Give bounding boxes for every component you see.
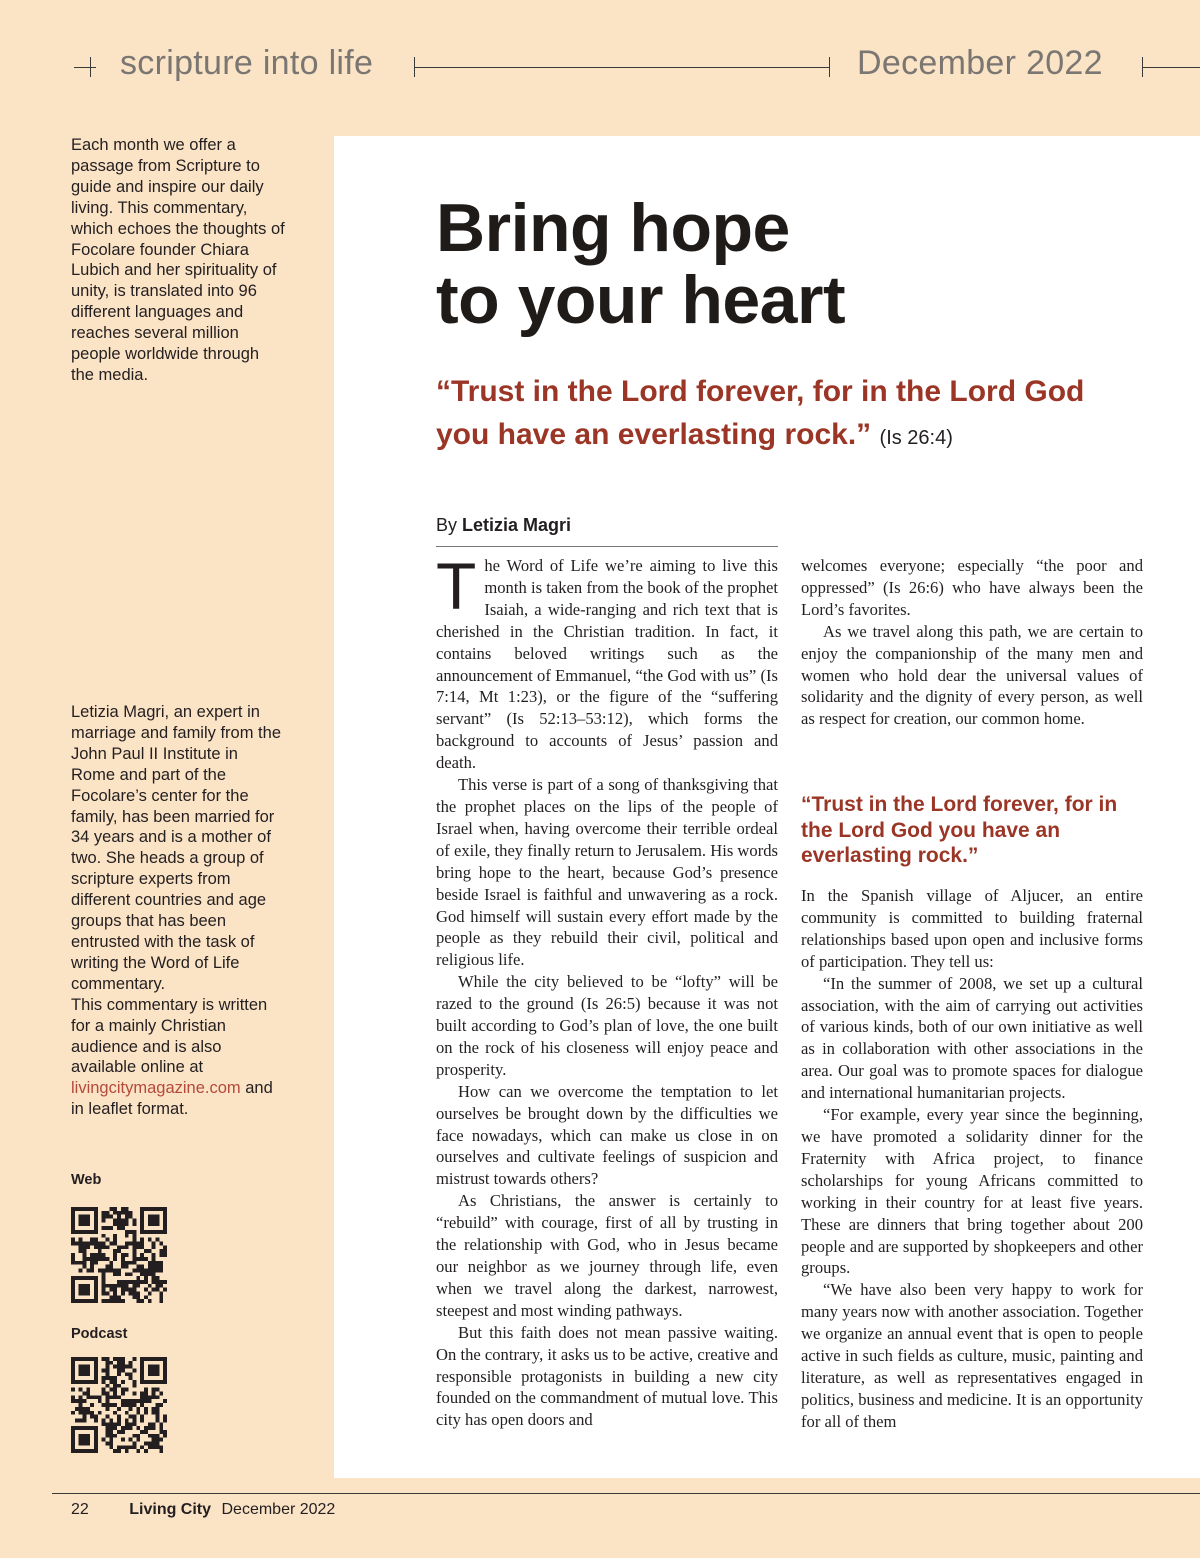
footer-issue: December 2022 bbox=[221, 1501, 336, 1518]
paragraph: In the Spanish village of Aljucer, an entire community is committed to building fraternal relationships based upon open and inclusive forms of participation. They tell us: bbox=[801, 886, 1143, 971]
paragraph: But this faith does not mean passive waiting. On the contrary, it asks us to be active, creative and responsible protagonists in building a new city founded on the commandment of mutual love. This city has open doors and bbox=[436, 1322, 778, 1430]
web-qr-code[interactable] bbox=[71, 1207, 167, 1303]
paragraph: he Word of Life we’re aiming to live this month is taken from the book of the prophet Isaiah, a wide-ranging and rich text that is cherished in the Christian tradition. In fact, it contains beloved writings such as the announcement of Emmanuel, “the God with us” (Is 7:14, Mt 1:23), or the figure of the “suffering servant” (Is 52:13–53:12), which forms the background to accounts of Jesus’ passion and death. bbox=[436, 556, 778, 773]
section-title: scripture into life bbox=[120, 44, 374, 82]
paragraph: As we travel along this path, we are certain to enjoy the companionship of the many men and women who hold dear the universal values of solidarity and the dignity of every person, as well as respect for creation, our common home. bbox=[801, 621, 1143, 729]
byline-rule bbox=[436, 546, 778, 547]
scripture-quote bbox=[436, 370, 1136, 460]
header-tick-mid-right bbox=[829, 57, 830, 77]
paragraph: As Christians, the answer is certainly to “rebuild” with courage, first of all by trusting in the relationship with God, who in Jesus became our neighbor as we journey through life, even when we travel along the darkest, narrowest, steepest and most winding pathways. bbox=[436, 1191, 778, 1320]
issue-date: December 2022 bbox=[857, 44, 1103, 82]
paragraph: “For example, every year since the beginning, we have promoted a solidarity dinner for the Fraternity with Africa project, to finance scholarships for young Africans committed to working in their country for at least five years. These are dinners that bring together about 200 people and are supported by shopkeepers and other groups. bbox=[801, 1105, 1143, 1278]
paragraph: How can we overcome the temptation to let ourselves be brought down by the difficulties we face nowadays, which can make us close in on ourselves and cultivate feelings of suspicion and mistrust towards others? bbox=[436, 1081, 778, 1189]
paragraph: While the city believed to be “lofty” will be razed to the ground (Is 26:5) because it was not built according to God’s plan of love, the one built on the rock of his closeness will enjoy peace and prosperity. bbox=[436, 972, 778, 1079]
byline-prefix: By bbox=[436, 515, 458, 535]
article-column-2-top bbox=[801, 555, 1143, 730]
paragraph: welcomes everyone; especially “the poor and oppressed” (Is 26:6) who have always been the Lord’s favorites. bbox=[801, 556, 1143, 619]
website-link[interactable]: livingcitymagazine.com bbox=[71, 1079, 241, 1098]
podcast-qr-code[interactable] bbox=[71, 1357, 167, 1453]
sidebar-intro: Each month we offer a passage from Scripture to guide and inspire our daily living. This commentary, which echoes the thoughts of Focolare founder Chiara Lubich and her spirituality of unity, is translated into 96 different languages and reaches several million people worldwide through the media. bbox=[71, 136, 285, 384]
header-rule-right bbox=[1142, 67, 1200, 68]
pull-quote: “Trust in the Lord forever, for in the Lord God you have an everlasting rock.” bbox=[801, 793, 1118, 867]
paragraph: “We have also been very happy to work for many years now with another association. Together we organize an annual event that is open to people active in such fields as culture, music, painting and literature, as well as representatives engaged in politics, business and medicine. It is an opportunity for all of them bbox=[801, 1280, 1143, 1431]
podcast-label: Podcast bbox=[71, 1326, 128, 1342]
article-title bbox=[436, 192, 845, 336]
quote-text: “Trust in the Lord forever, for in the Lord God you have an everlasting rock.” bbox=[436, 375, 1085, 451]
quote-reference: (Is 26:4) bbox=[879, 427, 953, 449]
title-line-1: Bring hope bbox=[436, 190, 790, 266]
byline bbox=[436, 515, 571, 536]
article-column-2-bottom bbox=[801, 885, 1143, 1433]
availability-note: This commentary is written for a mainly Christian audience and is also available online at bbox=[71, 995, 268, 1077]
footer-rule bbox=[52, 1493, 1200, 1494]
header-rule-left bbox=[74, 67, 96, 68]
article-column-1 bbox=[436, 549, 778, 1431]
paragraph: “In the summer of 2008, we set up a cultural association, with the aim of carrying out activities of various kinds, both of our own initiative as well as in collaboration with other associations in the area. Our goal was to promote spaces for dialogue and international humanitarian projects. bbox=[801, 973, 1143, 1103]
paragraph: This verse is part of a song of thanksgiving that the prophet places on the lips of the people of Israel when, having overcome their terrible ordeal of exile, they finally return to Jerusalem. His words bring hope to the heart, because God’s presence beside Israel is faithful and unwavering as a rock. God himself will sustain every effort made by the people as they rebuild their civil, political and religious life. bbox=[436, 775, 778, 970]
author-name: Letizia Magri bbox=[462, 515, 572, 535]
author-bio: Letizia Magri, an expert in marriage and family from the John Paul II Institute in Rome and part of the Focolare’s center for the family, has been married for 34 years and is a mother of two. She heads a group of scripture experts from different countries and age groups that has been entrusted with the task of writing the Word of Life commentary. bbox=[71, 703, 281, 993]
web-label: Web bbox=[71, 1172, 102, 1188]
footer bbox=[71, 1501, 335, 1519]
title-line-2: to your heart bbox=[436, 262, 846, 338]
page-number: 22 bbox=[71, 1501, 89, 1518]
drop-cap: T bbox=[436, 549, 477, 623]
sidebar-bio bbox=[71, 702, 286, 1120]
availability-note-end: and in leaflet format. bbox=[71, 1079, 273, 1119]
magazine-name: Living City bbox=[129, 1501, 212, 1518]
header-rule-mid bbox=[414, 67, 830, 68]
